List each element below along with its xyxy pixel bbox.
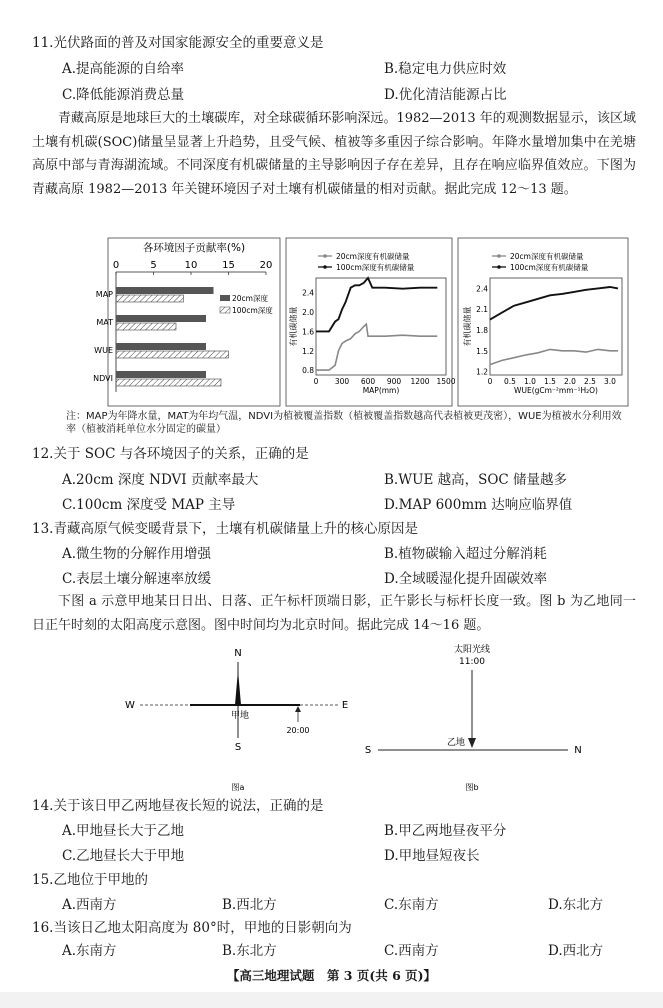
chart3-legend-label: 20cm深度有机碳储量	[510, 252, 584, 261]
q16-option-d: D.西北方	[548, 943, 604, 959]
chart1-title: 各环境因子贡献率(%)	[142, 242, 246, 254]
chart2-y-tick-label: 0.8	[302, 366, 314, 376]
q11-option-d: D.优化清洁能源占比	[384, 87, 507, 103]
chart3-x-tick-label: 1.5	[544, 377, 556, 386]
fig-a-place: 甲地	[230, 711, 250, 721]
chart-note: 注：MAP为年降水量，MAT为年均气温，NDVI为植被覆盖指数（植被覆盖指数越高代表植被更茂密），WUE为植被水分利用效率（植被消耗单位水分固定的碳量）	[66, 411, 622, 435]
q13-option-a: A.微生物的分解作用增强	[62, 546, 212, 562]
chart3-x-tick-label: 2.5	[584, 377, 596, 386]
fig-a-arrow-icon	[295, 706, 301, 712]
q16-stem: 16.当该日乙地太阳高度为 80°时，甲地的日影朝向为	[32, 920, 352, 936]
chart3-x-tick-label: 0	[487, 377, 493, 386]
q11-option-a: A.提高能源的自给率	[62, 61, 185, 77]
fig-a-time: 20:00	[286, 726, 310, 735]
q14-option-c: C.乙地昼长大于甲地	[62, 848, 185, 864]
chart1-bar-20cm	[116, 287, 214, 294]
chart3-x-tick-label: 2.0	[564, 377, 576, 386]
chart1-category-label: WUE	[94, 346, 113, 355]
chart1-category-label: MAP	[95, 290, 113, 299]
chart1-bar-100cm	[116, 295, 184, 302]
chart1-bar-100cm	[116, 323, 176, 330]
q12-option-a: A.20cm 深度 NDVI 贡献率最大	[62, 472, 259, 488]
q14-option-d: D.甲地昼短夜长	[384, 848, 480, 864]
q15-option-a: A.西南方	[62, 897, 117, 913]
q14-option-a: A.甲地昼长大于乙地	[62, 823, 185, 839]
chart1-tick-label: 20	[259, 260, 273, 271]
chart1-bar-20cm	[116, 315, 206, 322]
fig-b-time: 11:00	[459, 657, 485, 667]
q15-stem: 15.乙地位于甲地的	[32, 872, 148, 888]
fig-a-noon-shadow	[235, 670, 241, 705]
chart3-legend-marker	[497, 265, 501, 269]
figure-a	[125, 648, 348, 792]
chart1-tick-label: 0	[112, 260, 120, 271]
q12-option-c: C.100cm 深度受 MAP 主导	[62, 497, 236, 513]
chart3-x-tick-label: 3.0	[604, 377, 616, 386]
chart1-tick-label: 10	[184, 260, 198, 271]
chart1-bar-100cm	[116, 351, 229, 358]
chart2-x-tick-label: 300	[334, 377, 350, 386]
q13-option-d: D.全域暖湿化提升固碳效率	[384, 571, 548, 587]
fig-b-north: N	[574, 745, 582, 756]
chart2-x-tick-label: 600	[360, 377, 376, 386]
chart1-tick-label: 5	[150, 260, 157, 271]
chart2-x-tick-label: 900	[386, 377, 402, 386]
q13-option-c: C.表层土壤分解速率放缓	[62, 571, 212, 587]
q13-option-b: B.植物碳输入超过分解消耗	[384, 546, 547, 562]
fig-a-caption: 图a	[231, 783, 245, 792]
chart2-legend-marker	[323, 265, 327, 269]
chart3-y-tick-label: 1.2	[476, 367, 488, 377]
fig-b-caption: 图b	[465, 783, 479, 792]
q11-stem: 11.光伏路面的普及对国家能源安全的重要意义是	[32, 35, 324, 51]
chart1-legend-100cm: 100cm深度	[232, 306, 273, 315]
intro-passage-2: 下图 a 示意甲地某日日出、日落、正午标杆顶端日影，正午影长与标杆长度一致。图 b 为乙地同一日正午时刻的太阳高度示意图。图中时间均为北京时间。据此完成 14～16 题。	[32, 594, 636, 633]
chart3-y-tick-label: 1.5	[476, 346, 488, 356]
q14-option-b: B.甲乙两地昼夜平分	[384, 823, 507, 839]
q16-option-c: C.西南方	[384, 943, 439, 959]
chart2-x-label: MAP(mm)	[362, 386, 400, 395]
chart3-x-tick-label: 0.5	[504, 377, 516, 386]
chart3-x-label: WUE(gCm⁻²mm⁻¹H₂O)	[514, 386, 598, 395]
chart2-legend-marker	[323, 254, 327, 258]
chart1-legend-20cm: 20cm深度	[232, 294, 268, 303]
chart2-x-tick-label: 1200	[410, 377, 430, 386]
chart3-x-tick-label: 1.0	[524, 377, 536, 386]
fig-b-place: 乙地	[446, 738, 466, 748]
chart2-y-tick-label: 2.4	[302, 288, 314, 298]
q13-stem: 13.青藏高原气候变暖背景下，土壤有机碳储量上升的核心原因是	[32, 521, 418, 537]
q11-option-c: C.降低能源消费总量	[62, 87, 185, 103]
chart3-y-tick-label: 1.8	[476, 325, 488, 335]
figure-b	[365, 643, 582, 792]
q16-option-b: B.东北方	[222, 943, 277, 959]
q12-stem: 12.关于 SOC 与各环境因子的关系，正确的是	[32, 446, 309, 462]
q15-option-c: C.东南方	[384, 897, 439, 913]
fig-a-west: W	[125, 700, 135, 711]
chart1-legend-swatch-20cm	[220, 295, 230, 301]
chart1-bar-100cm	[116, 379, 221, 386]
chart1-category-label: NDVI	[93, 374, 113, 383]
chart3-legend-label: 100cm深度有机碳储量	[510, 263, 589, 272]
chart2-y-tick-label: 1.6	[302, 327, 314, 337]
chart1-bar-20cm	[116, 371, 206, 378]
intro-passage-1: 青藏高原是地球巨大的土壤碳库，对全球碳循环影响深远。1982—2013 年的观测数据显示，该区域土壤有机碳(SOC)储量呈显著上升趋势，且受气候、植被等多重因子综合影响。年降水量增加集中在羌塘高原中部与青海湖流域。不同深度有机碳储量的主导影响因子存在差异，且存在响应临界值效应。下图为青藏高原 1982—2013 年关键环境因子对土壤有机碳储量的相对贡献。据此完成 12～13 题。	[32, 111, 636, 197]
chart2-x-tick-label: 0	[313, 377, 319, 386]
chart3-y-tick-label: 2.1	[476, 305, 488, 315]
soc-figure	[0, 0, 663, 440]
q16-option-a: A.东南方	[62, 943, 117, 959]
q12-option-d: D.MAP 600mm 达响应临界值	[384, 497, 573, 513]
fig-a-north: N	[234, 648, 242, 659]
chart2-y-label: 有机碳储量	[289, 306, 298, 347]
chart1-category-label: MAT	[96, 318, 113, 327]
sun-figures	[0, 640, 663, 800]
chart3-y-tick-label: 2.4	[476, 284, 488, 294]
chart2-x-tick-label: 1500	[436, 377, 456, 386]
fig-b-ray-arrow-icon	[468, 738, 476, 748]
q12-option-b: B.WUE 越高，SOC 储量越多	[384, 472, 568, 488]
fig-a-south: S	[234, 742, 242, 753]
q15-option-d: D.东北方	[548, 897, 604, 913]
chart2-legend-label: 20cm深度有机碳储量	[336, 252, 410, 261]
q15-option-b: B.西北方	[222, 897, 277, 913]
q11-option-b: B.稳定电力供应时效	[384, 61, 507, 77]
chart2-y-tick-label: 2.0	[302, 307, 314, 317]
fig-a-east: E	[341, 700, 349, 711]
chart1-bar-20cm	[116, 343, 206, 350]
chart1-tick-label: 15	[222, 260, 235, 271]
chart3-legend-marker	[497, 254, 501, 258]
chart1-legend-swatch-100cm	[220, 307, 230, 313]
page-footer: 【高三地理试题 第 3 页(共 6 页)】	[226, 968, 437, 983]
fig-b-south: S	[364, 745, 372, 756]
q14-stem: 14.关于该日甲乙两地昼夜长短的说法，正确的是	[32, 798, 324, 814]
fig-b-sunlight-label: 太阳光线	[453, 645, 491, 655]
chart2-legend-label: 100cm深度有机碳储量	[336, 263, 415, 272]
chart3-y-label: 有机碳储量	[463, 306, 472, 347]
chart2-y-tick-label: 1.2	[302, 346, 314, 356]
